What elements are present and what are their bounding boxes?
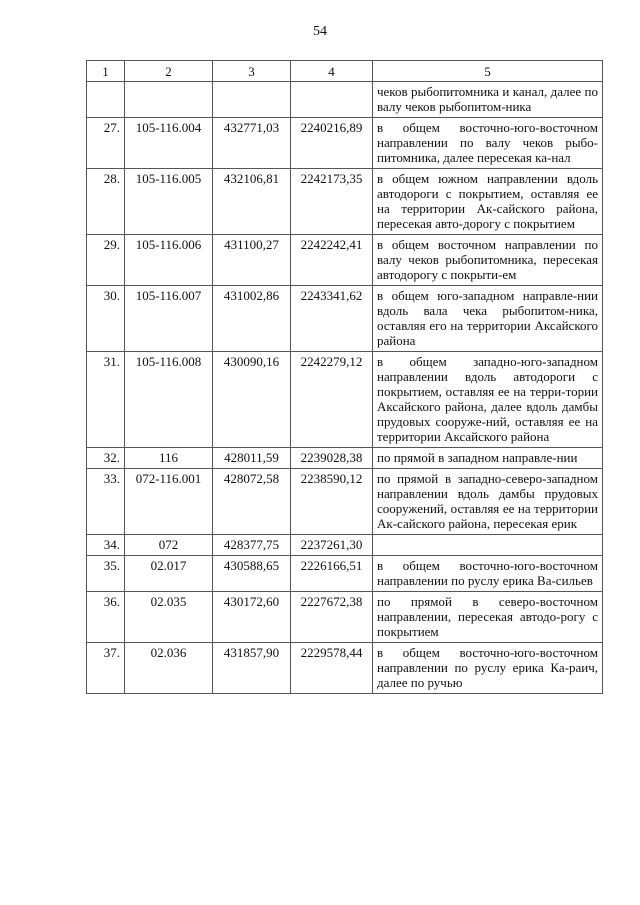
table-row (87, 118, 603, 169)
description-cell: в общем западно-юго-западном направлении вдоль автодороги с покрытием, оставляя ее на терри-тории Аксайского района, далее вдоль дамбы прудовых сооруже-ний, оставляя ее на территории Аксайского района (373, 352, 603, 448)
row-number-cell: 33. (87, 469, 125, 535)
x-coordinate-cell: 428377,75 (213, 535, 291, 556)
row-number-cell: 30. (87, 286, 125, 352)
x-coordinate-cell: 430588,65 (213, 556, 291, 592)
row-number-cell: 37. (87, 643, 125, 694)
table-row (87, 286, 603, 352)
table-row (87, 235, 603, 286)
x-coordinate-cell: 432771,03 (213, 118, 291, 169)
y-coordinate-cell: 2227672,38 (291, 592, 373, 643)
description-cell (373, 535, 603, 556)
point-cell: 02.035 (125, 592, 213, 643)
y-coordinate-cell: 2237261,30 (291, 535, 373, 556)
y-coordinate-cell: 2238590,12 (291, 469, 373, 535)
row-number-cell: 32. (87, 448, 125, 469)
description-cell: в общем восточно-юго-восточном направлении по валу чеков рыбо-питомника, далее пересекая ка-нал (373, 118, 603, 169)
column-header: 5 (373, 61, 603, 82)
y-coordinate-cell: 2239028,38 (291, 448, 373, 469)
table-header-row (87, 61, 603, 82)
column-header: 4 (291, 61, 373, 82)
table-row (87, 556, 603, 592)
table-row (87, 469, 603, 535)
x-coordinate-cell: 430172,60 (213, 592, 291, 643)
x-coordinate-cell: 431100,27 (213, 235, 291, 286)
row-number-cell: 29. (87, 235, 125, 286)
table-row (87, 82, 603, 118)
row-number-cell: 34. (87, 535, 125, 556)
row-number-cell: 36. (87, 592, 125, 643)
point-cell: 105-116.005 (125, 169, 213, 235)
row-number-cell: 27. (87, 118, 125, 169)
table-row (87, 535, 603, 556)
x-coordinate-cell: 431857,90 (213, 643, 291, 694)
description-cell: в общем восточно-юго-восточном направлении по руслу ерика Ка-раич, далее по ручью (373, 643, 603, 694)
x-coordinate-cell (213, 82, 291, 118)
row-number-cell: 35. (87, 556, 125, 592)
table-row (87, 448, 603, 469)
boundary-coordinates-table (86, 60, 603, 694)
row-number-cell: 28. (87, 169, 125, 235)
table-row (87, 643, 603, 694)
y-coordinate-cell: 2240216,89 (291, 118, 373, 169)
y-coordinate-cell: 2242173,35 (291, 169, 373, 235)
x-coordinate-cell: 428011,59 (213, 448, 291, 469)
y-coordinate-cell: 2229578,44 (291, 643, 373, 694)
point-cell: 105-116.008 (125, 352, 213, 448)
x-coordinate-cell: 431002,86 (213, 286, 291, 352)
x-coordinate-cell: 432106,81 (213, 169, 291, 235)
description-cell: чеков рыбопитомника и канал, далее по валу чеков рыбопитом-ника (373, 82, 603, 118)
point-cell (125, 82, 213, 118)
x-coordinate-cell: 428072,58 (213, 469, 291, 535)
description-cell: в общем восточно-юго-восточном направлении по руслу ерика Ва-сильев (373, 556, 603, 592)
column-header: 1 (87, 61, 125, 82)
row-number-cell: 31. (87, 352, 125, 448)
point-cell: 105-116.004 (125, 118, 213, 169)
table-row (87, 169, 603, 235)
y-coordinate-cell: 2242242,41 (291, 235, 373, 286)
y-coordinate-cell: 2242279,12 (291, 352, 373, 448)
point-cell: 072 (125, 535, 213, 556)
row-number-cell (87, 82, 125, 118)
point-cell: 02.017 (125, 556, 213, 592)
point-cell: 02.036 (125, 643, 213, 694)
description-cell: по прямой в западном направле-нии (373, 448, 603, 469)
point-cell: 105-116.007 (125, 286, 213, 352)
description-cell: в общем восточном направлении по валу чеков рыбопитомника, пересекая автодорогу с покрыти-ем (373, 235, 603, 286)
table-row (87, 592, 603, 643)
column-header: 2 (125, 61, 213, 82)
description-cell: в общем юго-западном направле-нии вдоль вала чека рыбопитом-ника, оставляя его на территории Аксайского района (373, 286, 603, 352)
point-cell: 116 (125, 448, 213, 469)
y-coordinate-cell: 2243341,62 (291, 286, 373, 352)
page-number: 54 (313, 24, 327, 39)
y-coordinate-cell: 2226166,51 (291, 556, 373, 592)
point-cell: 072-116.001 (125, 469, 213, 535)
description-cell: в общем южном направлении вдоль автодороги с покрытием, оставляя ее на территории Ак-сайского района, пересекая авто-дорогу с покрытием (373, 169, 603, 235)
x-coordinate-cell: 430090,16 (213, 352, 291, 448)
column-header: 3 (213, 61, 291, 82)
description-cell: по прямой в западно-северо-западном направлении вдоль дамбы прудовых сооружений, оставляя ее на территории Ак-сайского района, пересекая ерик (373, 469, 603, 535)
point-cell: 105-116.006 (125, 235, 213, 286)
description-cell: по прямой в северо-восточном направлении, пересекая автодо-рогу с покрытием (373, 592, 603, 643)
table-row (87, 352, 603, 448)
y-coordinate-cell (291, 82, 373, 118)
